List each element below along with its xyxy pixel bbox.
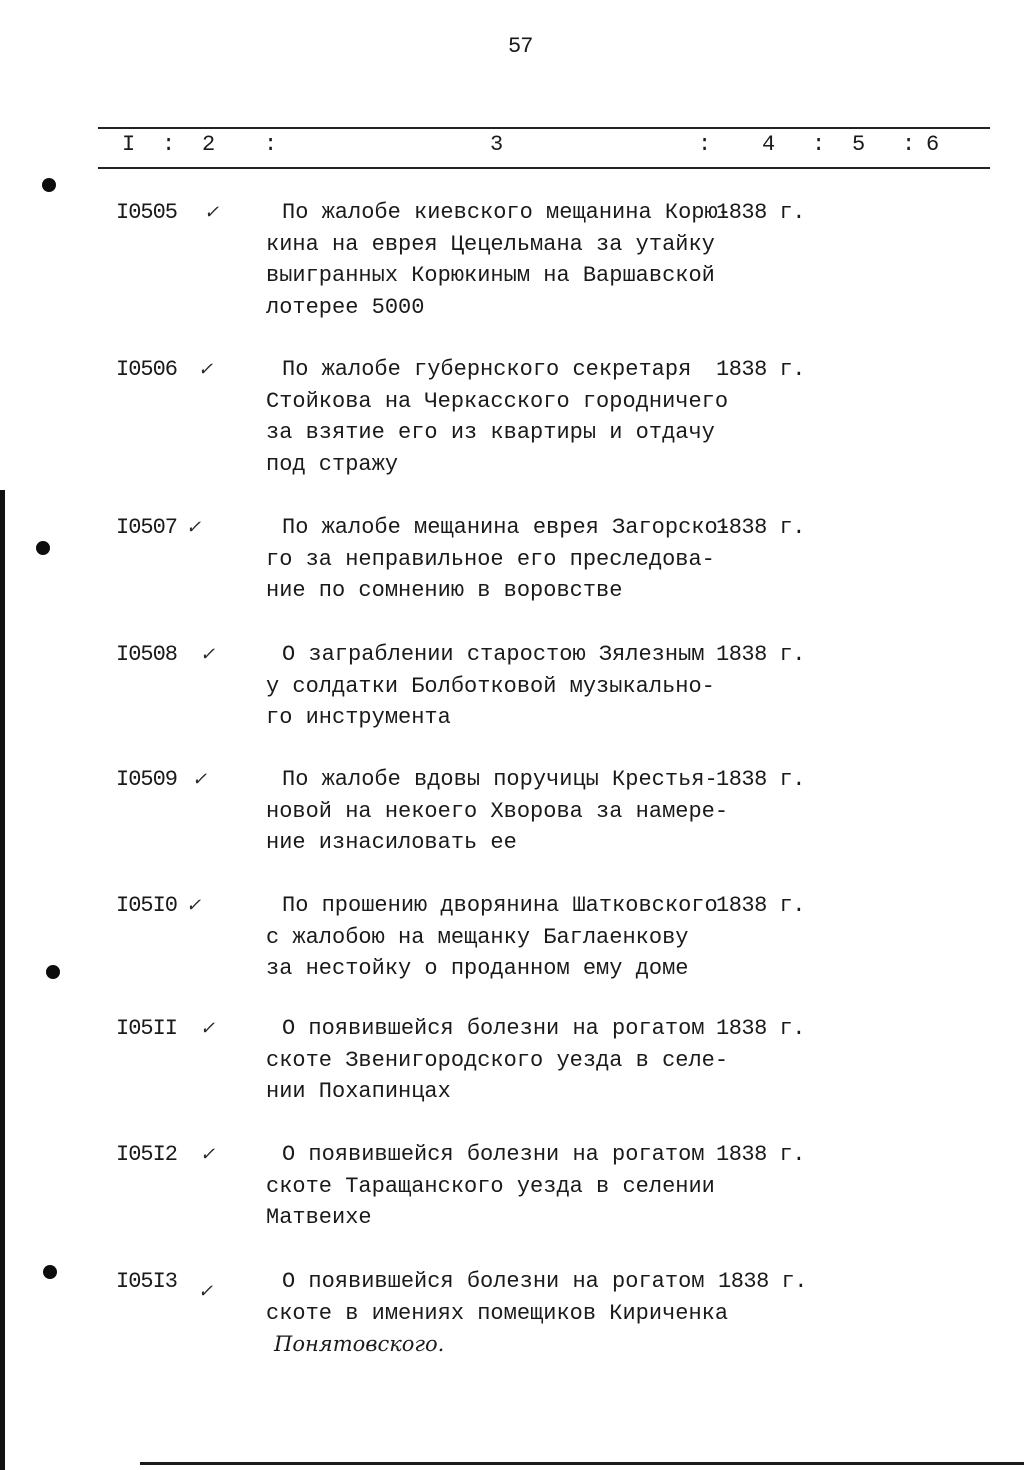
record-description: По жалобе губернского секретаря Стойкова на Черкасского городничего за взятие его из квартиры и отдачу под стражу bbox=[266, 357, 729, 477]
column-separator: : bbox=[812, 132, 826, 157]
column-header-5: 5 bbox=[852, 132, 866, 157]
check-mark-icon: ✓ bbox=[204, 202, 220, 223]
column-separator: : bbox=[264, 132, 278, 157]
column-header-2: 2 bbox=[202, 132, 216, 157]
page-number: 57 bbox=[508, 34, 533, 59]
check-mark-icon: ✓ bbox=[192, 769, 208, 790]
record-description: По жалобе киевского мещанина Корю- кина на еврея Цецельмана за утайку выигранных Корюкиным на Варшавской лотерее 5000 bbox=[266, 200, 731, 320]
column-separator: : bbox=[902, 132, 916, 157]
scan-edge-shadow bbox=[0, 490, 5, 1470]
record-year: 1838 г. bbox=[716, 515, 805, 540]
check-mark-icon: ✓ bbox=[186, 895, 202, 916]
check-mark-icon: ✓ bbox=[200, 644, 216, 665]
record-number: I05I3 bbox=[116, 1269, 178, 1294]
record-number: I0506 bbox=[116, 357, 178, 382]
record-year: 1838 г. bbox=[716, 642, 805, 667]
record-year: 1838 г. bbox=[716, 200, 805, 225]
record-number: I0509 bbox=[116, 767, 178, 792]
record-number: I05I2 bbox=[116, 1142, 178, 1167]
record-year: 1838 г. bbox=[718, 1269, 807, 1294]
record-year: 1838 г. bbox=[716, 357, 805, 382]
check-mark-icon: ✓ bbox=[186, 517, 202, 538]
record-number: I05II bbox=[116, 1016, 178, 1041]
handwritten-annotation: Понятовского. bbox=[274, 1332, 445, 1356]
column-header-4: 4 bbox=[762, 132, 776, 157]
column-separator: : bbox=[162, 132, 176, 157]
column-header-1: I bbox=[122, 132, 136, 157]
check-mark-icon: ✓ bbox=[200, 1144, 216, 1165]
record-description: По жалобе вдовы поручицы Крестья- новой на некоего Хворова за намере- ние изнасиловать ее bbox=[266, 767, 729, 855]
header-bottom-rule bbox=[98, 167, 990, 169]
column-header-3: 3 bbox=[490, 132, 504, 157]
check-mark-icon: ✓ bbox=[198, 359, 214, 380]
punch-hole-icon bbox=[42, 178, 56, 192]
record-description: О появившейся болезни на рогатом скоте Таращанского уезда в селении Матвеихе bbox=[266, 1142, 715, 1230]
punch-hole-icon bbox=[46, 965, 60, 979]
check-mark-icon: ✓ bbox=[200, 1018, 216, 1039]
record-description: О появившейся болезни на рогатом скоте в имениях помещиков Кириченка Понятовского. bbox=[266, 1269, 729, 1356]
record-description: О появившейся болезни на рогатом скоте Звенигородского уезда в селе- нии Похапинцах bbox=[266, 1016, 729, 1104]
header-top-rule bbox=[98, 127, 990, 129]
column-header-row bbox=[98, 132, 990, 162]
record-year: 1838 г. bbox=[716, 1142, 805, 1167]
record-year: 1838 г. bbox=[716, 1016, 805, 1041]
record-description: По жалобе мещанина еврея Загорско- го за неправильное его преследова- ние по сомнению в воровстве bbox=[266, 515, 731, 603]
record-number: I0505 bbox=[116, 200, 178, 225]
bottom-rule bbox=[140, 1462, 1024, 1465]
record-year: 1838 г. bbox=[716, 893, 805, 918]
record-number: I0507 bbox=[116, 515, 178, 540]
punch-hole-icon bbox=[43, 1265, 57, 1279]
record-description: О заграблении старостою Зялезным у солдатки Болботковой музыкально- го инструмента bbox=[266, 642, 715, 730]
column-header-6: 6 bbox=[926, 132, 940, 157]
record-number: I05I0 bbox=[116, 893, 178, 918]
column-separator: : bbox=[698, 132, 712, 157]
check-mark-icon: ✓ bbox=[198, 1281, 214, 1302]
record-number: I0508 bbox=[116, 642, 178, 667]
punch-hole-icon bbox=[36, 541, 50, 555]
record-year: 1838 г. bbox=[716, 767, 805, 792]
record-description: По прошению дворянина Шатковского с жалобою на мещанку Баглаенкову за нестойку о проданном ему доме bbox=[266, 893, 718, 981]
